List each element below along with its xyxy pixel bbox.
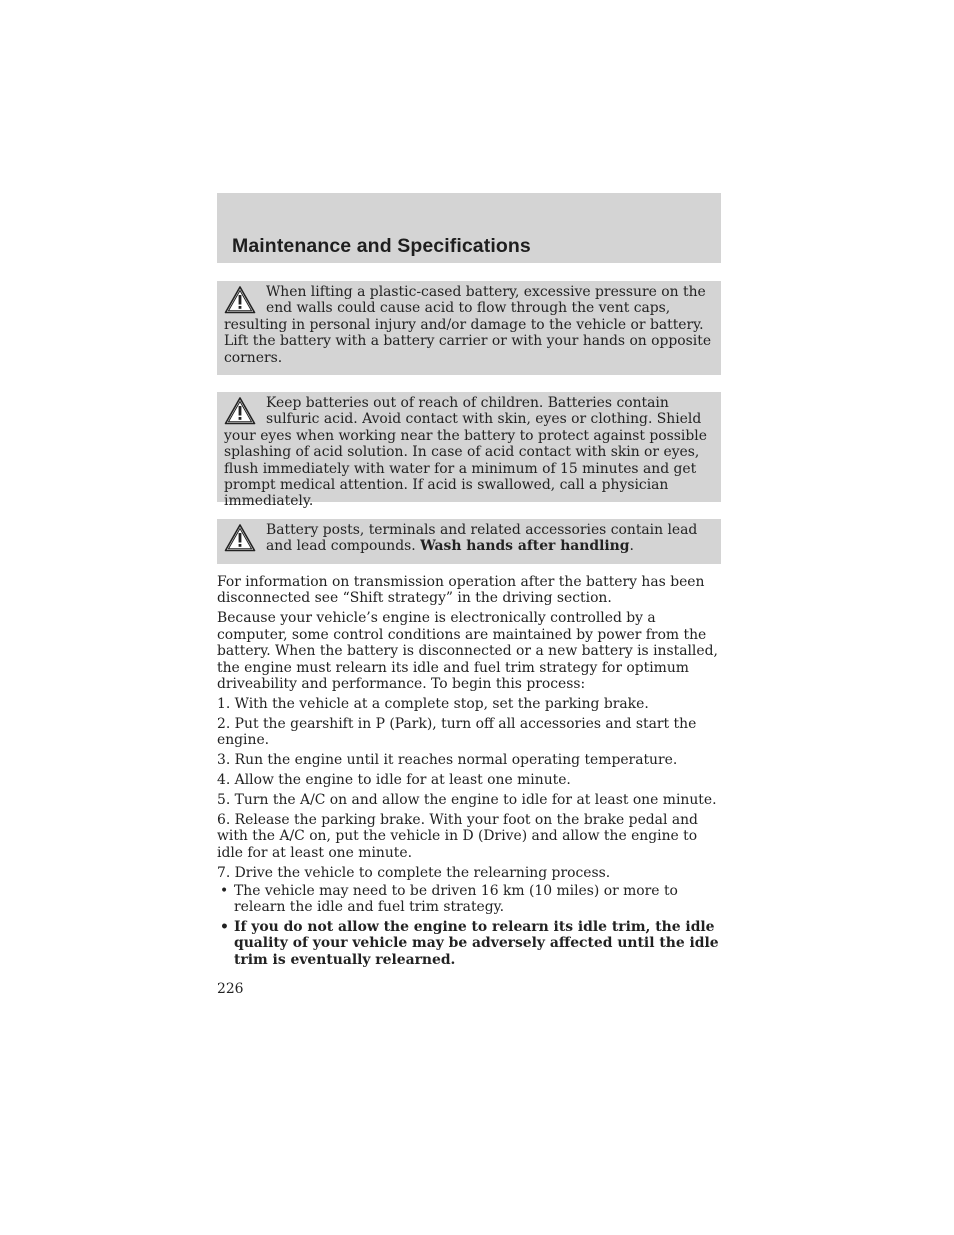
step-item: 6. Release the parking brake. With your foot on the brake pedal and with the A/C on, put the vehicle in D (Drive) and allow the engine to idle for at least one minute.: [217, 811, 698, 861]
bullet-item-warning: [217, 919, 721, 968]
paragraph-transmission-info: For information on transmission operation after the battery has been disconnected see “Shift strategy” in the driving section.: [217, 574, 705, 607]
warning-box-1: [217, 281, 721, 375]
step-item: 4. Allow the engine to idle for at least one minute.: [217, 771, 571, 788]
body-text: [217, 574, 721, 971]
warning-text: When lifting a plastic-cased battery, excessive pressure on the end walls could cause acid to flow through the vent caps, resulting in personal injury and/or damage to the vehicle or battery. Lift the battery with a battery carrier or with your hands on opposite corners.: [224, 284, 712, 366]
warning-triangle-icon: [224, 285, 256, 315]
warning-text: Battery posts, terminals and related accessories contain lead and lead compounds.: [266, 522, 698, 555]
bullet-dot: •: [220, 882, 229, 899]
page-number: 226: [217, 981, 244, 997]
paragraph-relearn-intro: Because your vehicle’s engine is electronically controlled by a computer, some control conditions are maintained by power from the battery. When the battery is disconnected or a new battery is installed, the engine must relearn its idle and fuel trim strategy for optimum driveability and performance. To begin this process:: [217, 610, 718, 692]
step-item: 5. Turn the A/C on and allow the engine to idle for at least one minute.: [217, 791, 717, 808]
bullet-text: If you do not allow the engine to relearn its idle trim, the idle quality of your vehicle may be adversely affected until the idle trim is eventually relearned.: [234, 918, 719, 968]
step-item: 2. Put the gearshift in P (Park), turn off all accessories and start the engine.: [217, 715, 697, 749]
warning-box-2: [217, 392, 721, 510]
step-item: 1. With the vehicle at a complete stop, set the parking brake.: [217, 695, 649, 712]
warning-emphasis: Wash hands after handling: [420, 538, 630, 555]
section-header: [217, 193, 721, 263]
warning-triangle-icon: [224, 523, 256, 553]
bullet-item: [217, 883, 721, 916]
step-item: 7. Drive the vehicle to complete the relearning process.: [217, 864, 611, 881]
page-title: Maintenance and Specifications: [232, 235, 531, 257]
step-item: 3. Run the engine until it reaches normal operating temperature.: [217, 752, 678, 769]
warning-box-3: [217, 519, 721, 564]
bullet-dot: •: [220, 918, 229, 935]
warning-text: Keep batteries out of reach of children. Batteries contain sulfuric acid. Avoid contact with skin, eyes or clothing. Shield your eyes when working near the battery to protect against possible splashing of acid solution. In case of acid contact with skin or eyes, flush immediately with water for a minimum of 15 minutes and get prompt medical attention. If acid is swallowed, call a physician immediately.: [224, 395, 707, 510]
bullet-text: The vehicle may need to be driven 16 km (10 miles) or more to relearn the idle and fuel trim strategy.: [234, 882, 678, 916]
warning-triangle-icon: [224, 396, 256, 426]
warning-end: .: [629, 538, 634, 555]
